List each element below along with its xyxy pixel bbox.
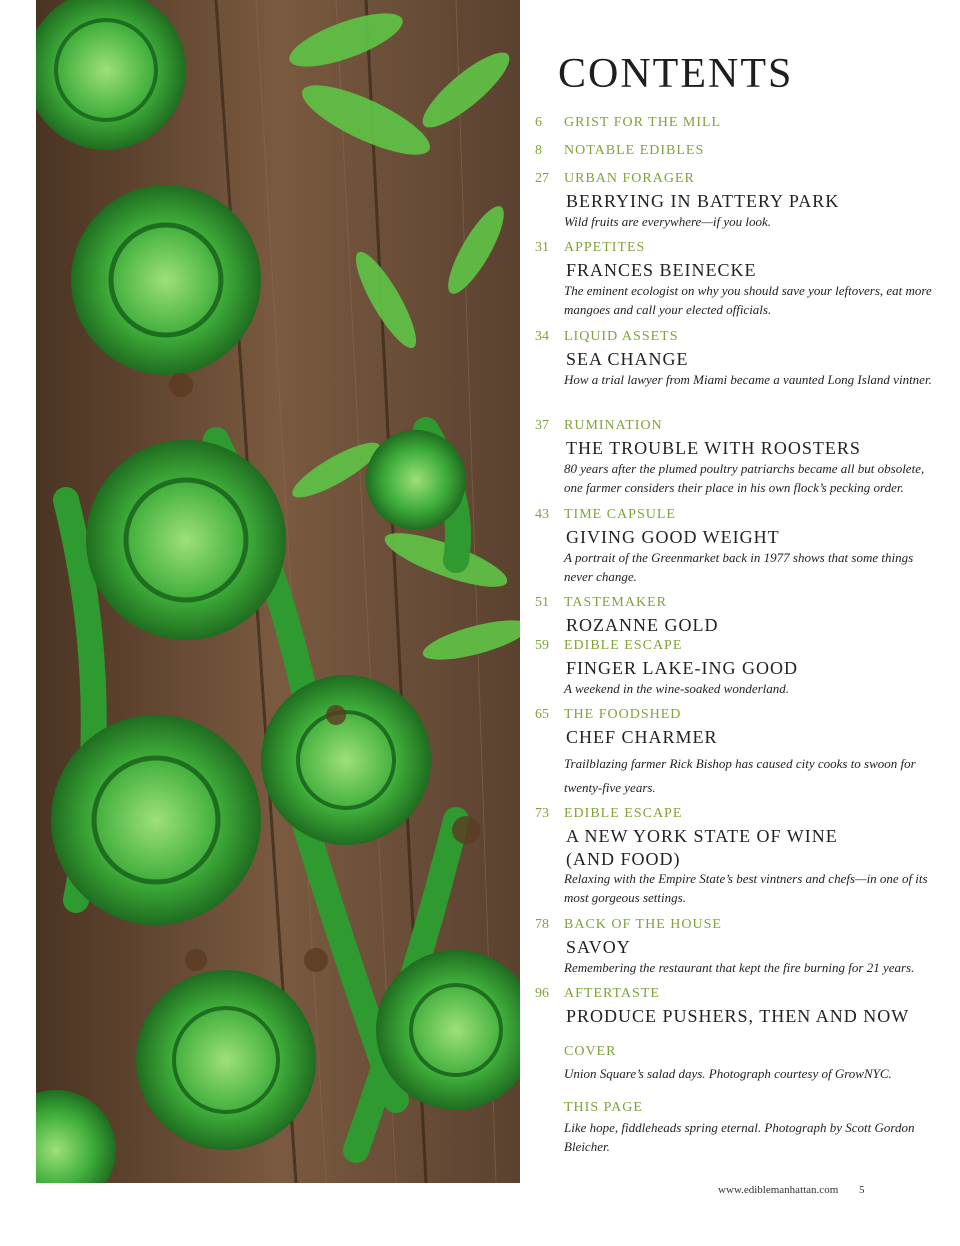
cover-label: COVER: [564, 1044, 617, 1059]
article-description: Relaxing with the Empire State’s best vintners and chefs—in one of its most gorgeous settings.: [564, 871, 928, 905]
article-headline: ROZANNE GOLD: [566, 615, 719, 635]
article-headline: CHEF CHARMER: [566, 727, 718, 747]
page-number: 43: [535, 507, 549, 522]
article-headline: BERRYING IN BATTERY PARK: [566, 191, 840, 211]
page-number: 34: [535, 329, 549, 344]
article-headline: GIVING GOOD WEIGHT: [566, 527, 780, 547]
page-number: 31: [535, 240, 549, 255]
fiddlehead-photo: [36, 0, 520, 1183]
folio-number: 5: [859, 1184, 865, 1196]
section-label: EDIBLE ESCAPE: [564, 638, 683, 653]
section-label: NOTABLE EDIBLES: [564, 143, 705, 158]
article-headline: FRANCES BEINECKE: [566, 260, 757, 280]
section-label: EDIBLE ESCAPE: [564, 806, 683, 821]
section-label: AFTERTASTE: [564, 986, 660, 1001]
cover-description: Union Square’s salad days. Photograph courtesy of GrowNYC.: [564, 1066, 892, 1081]
article-description: Trailblazing farmer Rick Bishop has caused city cooks to swoon for twenty-five years.: [564, 756, 916, 795]
this-page-label: THIS PAGE: [564, 1100, 643, 1115]
contents-title: CONTENTS: [558, 51, 794, 97]
article-headline: FINGER LAKE-ING GOOD: [566, 658, 798, 678]
section-label: GRIST FOR THE MILL: [564, 115, 722, 130]
article-description: Wild fruits are everywhere—if you look.: [564, 214, 771, 229]
page-number: 8: [535, 143, 542, 158]
page-number: 78: [535, 917, 549, 932]
article-headline: THE TROUBLE WITH ROOSTERS: [566, 438, 861, 458]
section-label: RUMINATION: [564, 418, 663, 433]
page-footer: [718, 1184, 865, 1196]
page-number: 96: [535, 986, 549, 1001]
page-number: 73: [535, 806, 549, 821]
page-number: 6: [535, 115, 542, 130]
page-number: 51: [535, 595, 549, 610]
page-number: 27: [535, 171, 549, 186]
section-label: BACK OF THE HOUSE: [564, 917, 722, 932]
page-number: 37: [535, 418, 549, 433]
page-number: 65: [535, 707, 549, 722]
section-label: THE FOODSHED: [564, 707, 682, 722]
article-headline: SAVOY: [566, 937, 631, 957]
article-headline: A NEW YORK STATE OF WINE (AND FOOD): [566, 826, 838, 869]
article-description: 80 years after the plumed poultry patriarchs became all but obsolete, one farmer considers their place in his own flock’s pecking order.: [564, 461, 925, 495]
article-headline: PRODUCE PUSHERS, THEN AND NOW: [566, 1006, 910, 1026]
website-url[interactable]: www.ediblemanhattan.com: [718, 1184, 839, 1196]
article-description: A weekend in the wine-soaked wonderland.: [564, 681, 790, 696]
section-label: LIQUID ASSETS: [564, 329, 679, 344]
section-label: APPETITES: [564, 240, 646, 255]
article-description: The eminent ecologist on why you should save your leftovers, eat more mangoes and call your elected officials.: [564, 283, 932, 317]
article-description: Remembering the restaurant that kept the fire burning for 21 years.: [564, 960, 915, 975]
page-number: 59: [535, 638, 549, 653]
section-label: URBAN FORAGER: [564, 171, 695, 186]
article-description: A portrait of the Greenmarket back in 1977 shows that some things never change.: [564, 550, 914, 584]
this-page-description: Like hope, fiddleheads spring eternal. Photograph by Scott Gordon Bleicher.: [564, 1120, 915, 1154]
section-label: TIME CAPSULE: [564, 507, 676, 522]
article-headline: SEA CHANGE: [566, 349, 689, 369]
article-description: How a trial lawyer from Miami became a vaunted Long Island vintner.: [564, 372, 932, 387]
section-label: TASTEMAKER: [564, 595, 667, 610]
